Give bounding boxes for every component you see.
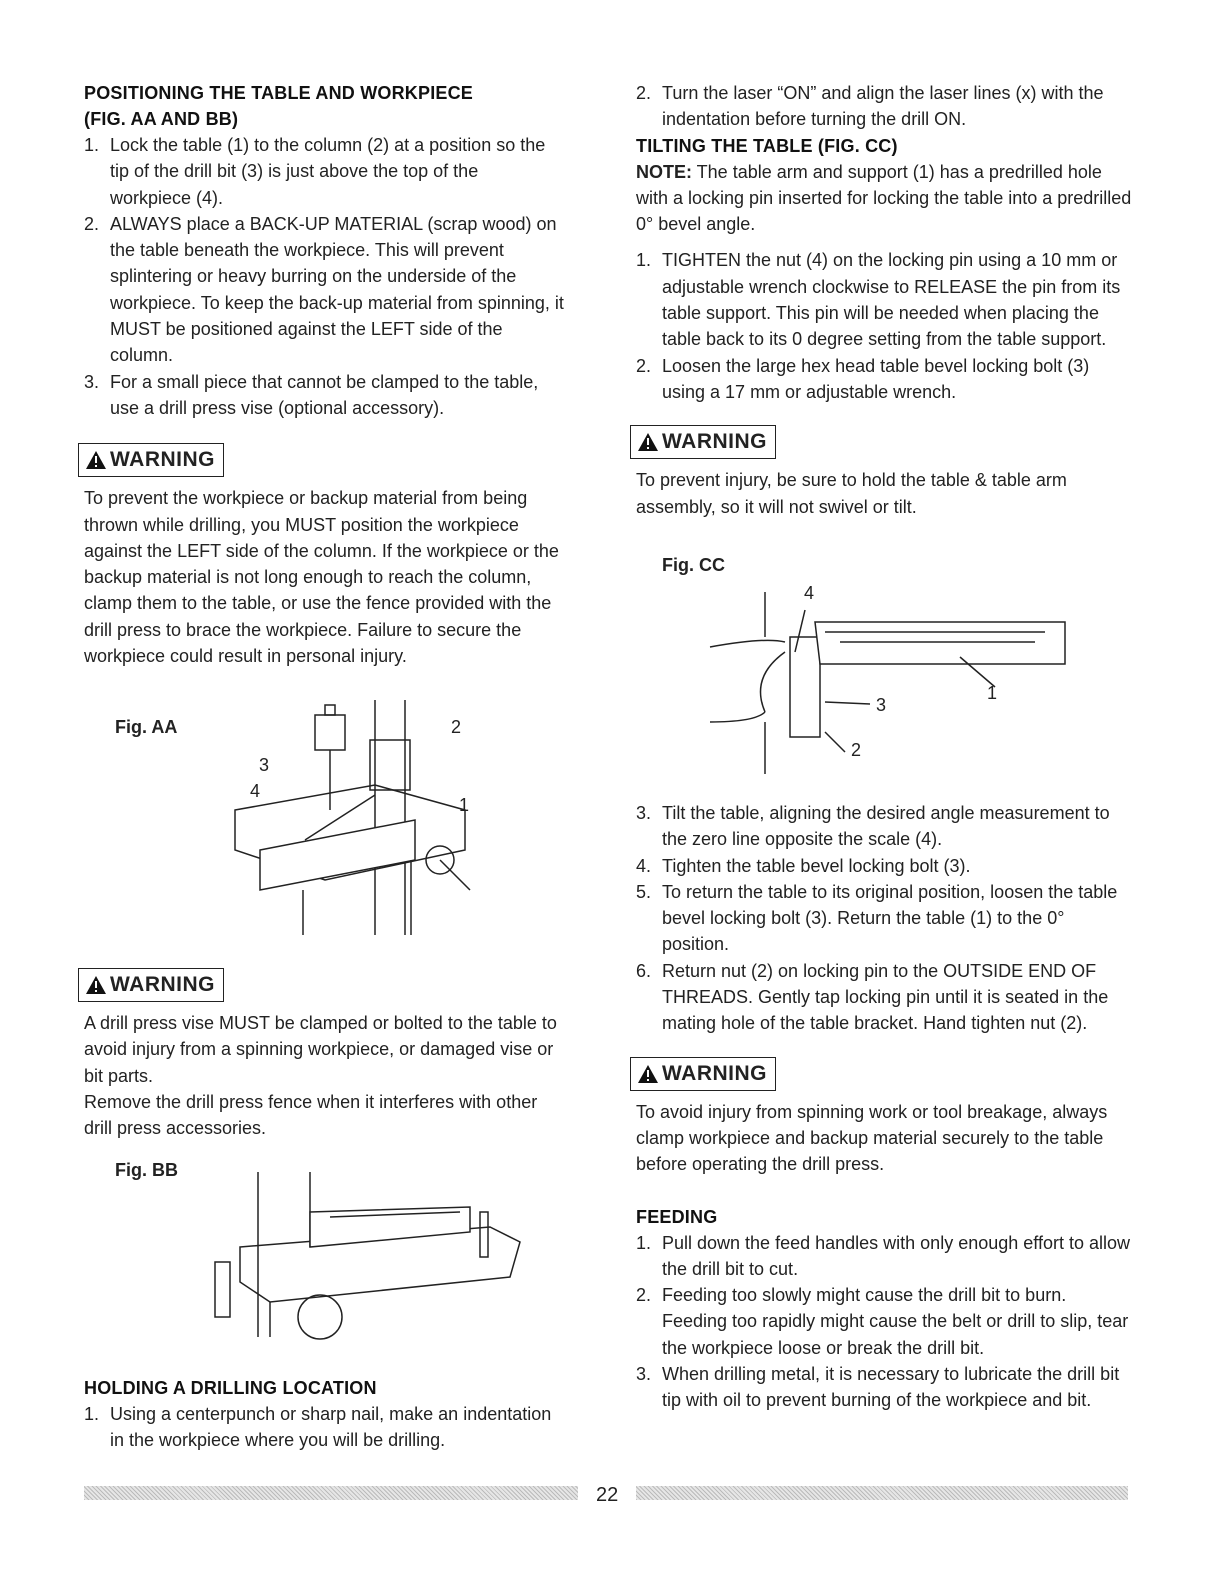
warning-triangle-icon	[85, 975, 107, 995]
figure-label-cc: Fig. CC	[662, 555, 725, 575]
callout-3: 3	[259, 755, 270, 775]
list-item: 3. For a small piece that cannot be clamped to the table, use a drill press vise (optional accessory).	[84, 371, 539, 418]
section-subtitle-positioning: (FIG. AA AND BB)	[84, 109, 239, 129]
callout-1: 1	[987, 683, 998, 703]
list-item: 4. Tighten the table bevel locking bolt (3).	[636, 855, 971, 876]
warning-badge: WARNING	[78, 443, 224, 477]
positioning-steps	[84, 132, 564, 421]
list-item: 1. Lock the table (1) to the column (2) at a position so the tip of the drill bit (3) is just above the top of the workpiece (4).	[84, 135, 546, 208]
callout-3: 3	[876, 695, 887, 715]
figure-bb-drill-press-vise	[210, 1172, 530, 1342]
section-title-tilting: TILTING THE TABLE (FIG. CC)	[636, 135, 898, 156]
warning-badge: WARNING	[630, 1057, 776, 1091]
footer-bar-right	[636, 1486, 1128, 1500]
section-title-feeding: FEEDING	[636, 1206, 718, 1227]
list-item: 2. Turn the laser “ON” and align the laser lines (x) with the indentation before turning the drill ON.	[636, 83, 1104, 130]
section-title-holding: HOLDING A DRILLING LOCATION	[84, 1378, 377, 1398]
list-item: 5. To return the table to its original position, loosen the table bevel locking bolt (3). Return the table (1) to the 0° position.	[636, 881, 1118, 955]
list-item: 2. Loosen the large hex head table bevel locking bolt (3) using a 17 mm or adjustable wrench.	[636, 355, 1090, 402]
figure-aa-drill-press-table	[215, 700, 485, 940]
list-item: 1. TIGHTEN the nut (4) on the locking pin using a 10 mm or adjustable wrench clockwise to RELEASE the pin from its table support. This pin will be needed when placing the table back to its 0 degree setting from the table support.	[636, 250, 1121, 350]
tilting-steps-continued	[636, 800, 1136, 1414]
section-title-positioning: POSITIONING THE TABLE AND WORKPIECE	[84, 83, 474, 103]
holding-section	[84, 1375, 564, 1454]
tilting-steps	[636, 247, 1136, 405]
holding-steps	[84, 1401, 564, 1454]
list-item: 1. Using a centerpunch or sharp nail, make an indentation in the workpiece where you will be drilling.	[84, 1404, 552, 1451]
callout-4: 4	[250, 781, 261, 801]
list-item: 3. Tilt the table, aligning the desired angle measurement to the zero line opposite the scale (4).	[636, 803, 1110, 850]
list-item: 1. Pull down the feed handles with only enough effort to allow the drill bit to cut.	[636, 1232, 1130, 1279]
note-paragraph: NOTE: The table arm and support (1) has a predrilled hole with a locking pin inserted for locking the table into a predrilled 0° bevel angle.	[636, 161, 1132, 235]
warning-badge: WARNING	[630, 425, 776, 459]
callout-1: 1	[459, 795, 470, 815]
list-item: 2. Feeding too slowly might cause the drill bit to burn. Feeding too rapidly might cause the belt or drill to slip, tear the workpiece loose or break the drill bit.	[636, 1285, 1129, 1358]
warning-text: A drill press vise MUST be clamped or bolted to the table to avoid injury from a spinning workpiece, or damaged vise or bit parts.	[84, 1013, 557, 1086]
feeding-steps	[636, 1230, 1136, 1414]
list-item: 3. When drilling metal, it is necessary to lubricate the drill bit tip with oil to prevent burning of the workpiece and bit.	[636, 1364, 1120, 1411]
callout-2: 2	[851, 740, 862, 760]
right-column	[636, 80, 1136, 520]
list-item: 6. Return nut (2) on locking pin to the OUTSIDE END OF THREADS. Gently tap locking pin until it is seated in the mating hole of the table bracket. Hand tighten nut (2).	[636, 960, 1109, 1034]
page-number: 22	[596, 1484, 619, 1506]
footer-bar-left	[84, 1486, 578, 1500]
figure-cc-table-tilt	[705, 592, 1075, 777]
laser-step	[636, 80, 1136, 133]
callout-2: 2	[451, 717, 462, 737]
warning-triangle-icon	[637, 432, 659, 452]
warning-text: To prevent injury, be sure to hold the table & table arm assembly, so it will not swivel or tilt.	[636, 470, 1067, 517]
warning-text: To avoid injury from spinning work or tool breakage, always clamp workpiece and backup material securely to the table before operating the drill press.	[636, 1101, 1108, 1175]
warning-text: To prevent the workpiece or backup material from being thrown while drilling, you MUST position the workpiece against the LEFT side of the column. If the workpiece or the backup material is not long enough to reach the column, clamp them to the table, or use the fence provided with the drill press to brace the workpiece. Failure to secure the workpiece could result in personal injury.	[84, 488, 559, 667]
callout-4: 4	[804, 583, 815, 603]
warning-badge: WARNING	[78, 968, 224, 1002]
warning-text: Remove the drill press fence when it interferes with other drill press accessories.	[84, 1091, 538, 1139]
warning-triangle-icon	[637, 1064, 659, 1084]
warning-block-2	[84, 968, 564, 1141]
left-column	[84, 80, 564, 669]
figure-label-bb: Fig. BB	[115, 1160, 178, 1180]
figure-label-aa: Fig. AA	[115, 717, 178, 737]
warning-triangle-icon	[85, 450, 107, 470]
list-item: 2. ALWAYS place a BACK-UP MATERIAL (scrap wood) on the table beneath the workpiece. This will prevent splintering or heavy burring on the underside of the workpiece. To keep the back-up material from spinning, it MUST be positioned against the LEFT side of the column.	[84, 213, 564, 366]
